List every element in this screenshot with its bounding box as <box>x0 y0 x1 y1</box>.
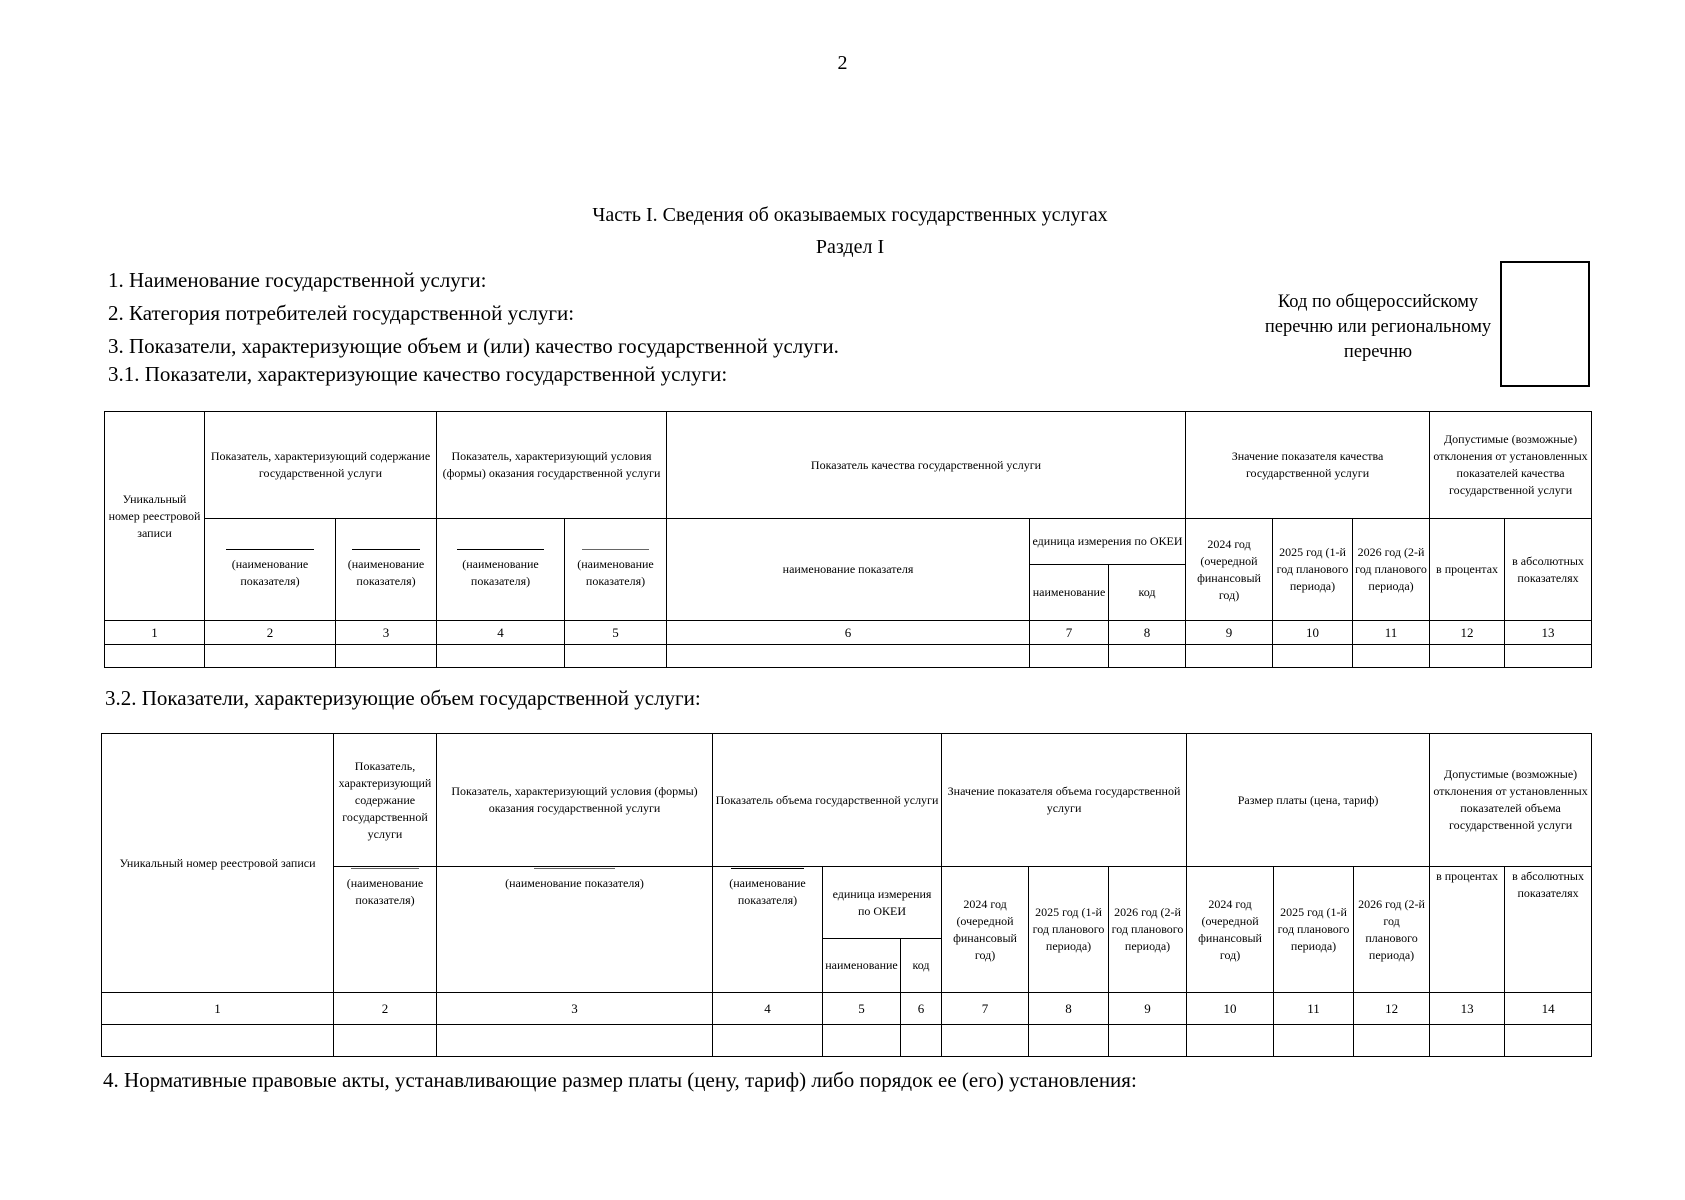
t1-col-number: 6 <box>667 621 1030 645</box>
t1-header-unit-name: наименование <box>1030 565 1109 621</box>
t2-cell[interactable] <box>102 1025 334 1057</box>
t2-header-col4-name: (наименование показателя) <box>713 867 823 993</box>
t2-header-conditions-indicator: Показатель, характеризующий условия (формы) оказания государственной услуги <box>437 734 713 867</box>
t1-header-2026: 2026 год (2-й год планового периода) <box>1353 519 1430 621</box>
quality-indicators-table <box>104 411 1592 668</box>
t1-cell[interactable] <box>1430 645 1505 668</box>
blank-line <box>226 549 314 550</box>
t1-header-unit: единица измерения по ОКЕИ <box>1030 519 1186 565</box>
registry-code-box[interactable] <box>1500 261 1590 387</box>
t1-data-row <box>105 645 1592 668</box>
t2-cell[interactable] <box>1430 1025 1505 1057</box>
t2-header-fee-2024: 2024 год (очередной финансовый год) <box>1187 867 1274 993</box>
t2-header-unit-name: наименование <box>823 939 901 993</box>
t1-header-col5-name: (наименование показателя) <box>565 519 667 621</box>
blank-line <box>352 549 419 550</box>
t1-col-number: 7 <box>1030 621 1109 645</box>
t2-col-number: 12 <box>1354 993 1430 1025</box>
t2-header-unique-number: Уникальный номер реестровой записи <box>102 734 334 993</box>
t2-col-number: 10 <box>1187 993 1274 1025</box>
t2-col-number: 13 <box>1430 993 1505 1025</box>
item-service-name: 1. Наименование государственной услуги: <box>108 268 487 292</box>
t1-cell[interactable] <box>336 645 437 668</box>
t2-header-col3-name: (наименование показателя) <box>437 867 713 993</box>
t1-cell[interactable] <box>1109 645 1186 668</box>
t1-col-number: 11 <box>1353 621 1430 645</box>
section-title: Раздел I <box>815 236 885 258</box>
item-legal-acts: 4. Нормативные правовые акты, устанавливающие размер платы (цену, тариф) либо порядок ее (его) установления: <box>103 1068 1137 1092</box>
t1-header-quality-value: Значение показателя качества государственной услуги <box>1186 412 1430 519</box>
registry-code-label: Код по общероссийскому перечню или региональному перечню <box>1264 292 1492 362</box>
t2-cell[interactable] <box>437 1025 713 1057</box>
t1-col-number: 12 <box>1430 621 1505 645</box>
blank-line <box>351 868 420 869</box>
t1-col-number: 3 <box>336 621 437 645</box>
t2-header-volume-value: Значение показателя объема государственной услуги <box>942 734 1187 867</box>
t1-col-number: 13 <box>1505 621 1592 645</box>
t1-cell[interactable] <box>667 645 1030 668</box>
t2-col-number: 9 <box>1109 993 1187 1025</box>
t1-cell[interactable] <box>565 645 667 668</box>
t2-cell[interactable] <box>823 1025 901 1057</box>
t1-cell[interactable] <box>1030 645 1109 668</box>
t2-header-content-indicator: Показатель, характеризующий содержание государственной услуги <box>334 734 437 867</box>
t2-col-number: 6 <box>901 993 942 1025</box>
t1-header-percent: в процентах <box>1430 519 1505 621</box>
t2-header-fee-2026: 2026 год (2-й год планового периода) <box>1354 867 1430 993</box>
t2-col-number: 2 <box>334 993 437 1025</box>
item-volume-indicators: 3.2. Показатели, характеризующие объем государственной услуги: <box>105 686 701 710</box>
t2-col-number: 14 <box>1505 993 1592 1025</box>
t2-header-value-2026: 2026 год (2-й год планового периода) <box>1109 867 1187 993</box>
t1-col-number: 9 <box>1186 621 1273 645</box>
item-quality-indicators: 3.1. Показатели, характеризующие качество государственной услуги: <box>108 362 728 386</box>
t2-header-fee-2025: 2025 год (1-й год планового периода) <box>1274 867 1354 993</box>
item-indicators: 3. Показатели, характеризующие объем и (или) качество государственной услуги. <box>108 334 839 358</box>
t1-cell[interactable] <box>1186 645 1273 668</box>
t1-cell[interactable] <box>1273 645 1353 668</box>
t2-col-number: 5 <box>823 993 901 1025</box>
t1-col-number: 8 <box>1109 621 1186 645</box>
blank-line <box>457 549 543 550</box>
t1-header-col3-name: (наименование показателя) <box>336 519 437 621</box>
t2-header-fee: Размер платы (цена, тариф) <box>1187 734 1430 867</box>
t2-cell[interactable] <box>1505 1025 1592 1057</box>
t1-cell[interactable] <box>1505 645 1592 668</box>
t2-col-number: 8 <box>1029 993 1109 1025</box>
blank-line <box>534 868 615 869</box>
blank-line <box>731 868 805 869</box>
t1-col-number: 2 <box>205 621 336 645</box>
t1-cell[interactable] <box>437 645 565 668</box>
t1-header-absolute: в абсолютных показателях <box>1505 519 1592 621</box>
t2-cell[interactable] <box>1354 1025 1430 1057</box>
t1-col-number: 1 <box>105 621 205 645</box>
t1-header-2024: 2024 год (очередной финансовый год) <box>1186 519 1273 621</box>
page-number: 2 <box>837 52 848 74</box>
t1-header-col2-name: (наименование показателя) <box>205 519 336 621</box>
t2-cell[interactable] <box>901 1025 942 1057</box>
t2-header-col2-name: (наименование показателя) <box>334 867 437 993</box>
t2-col-number: 4 <box>713 993 823 1025</box>
t1-header-unit-code: код <box>1109 565 1186 621</box>
volume-indicators-table <box>101 733 1592 1057</box>
t2-header-value-2025: 2025 год (1-й год планового периода) <box>1029 867 1109 993</box>
t1-cell[interactable] <box>1353 645 1430 668</box>
t2-cell[interactable] <box>1109 1025 1187 1057</box>
t1-col-number: 4 <box>437 621 565 645</box>
t2-cell[interactable] <box>1187 1025 1274 1057</box>
item-consumer-category: 2. Категория потребителей государственной услуги: <box>108 301 575 325</box>
blank-line <box>582 549 650 550</box>
t1-col-number: 5 <box>565 621 667 645</box>
part-title: Часть I. Сведения об оказываемых государственных услугах <box>592 204 1108 226</box>
t2-header-absolute: в абсолютных показателях <box>1505 867 1592 993</box>
t2-cell[interactable] <box>942 1025 1029 1057</box>
t1-header-unique-number: Уникальный номер реестровой записи <box>105 412 205 621</box>
t2-header-volume-indicator: Показатель объема государственной услуги <box>713 734 942 867</box>
t2-cell[interactable] <box>1274 1025 1354 1057</box>
t1-cell[interactable] <box>105 645 205 668</box>
t2-header-unit: единица измерения по ОКЕИ <box>823 867 942 939</box>
t1-header-2025: 2025 год (1-й год планового периода) <box>1273 519 1353 621</box>
t2-col-number: 11 <box>1274 993 1354 1025</box>
t2-col-number: 7 <box>942 993 1029 1025</box>
t2-cell[interactable] <box>1029 1025 1109 1057</box>
t2-col-number: 3 <box>437 993 713 1025</box>
t2-header-deviation: Допустимые (возможные) отклонения от установленных показателей объема государственной услуги <box>1430 734 1592 867</box>
t2-header-unit-code: код <box>901 939 942 993</box>
t2-col-number: 1 <box>102 993 334 1025</box>
t2-data-row <box>102 1025 1592 1057</box>
t1-header-indicator-name: наименование показателя <box>667 519 1030 621</box>
t1-header-content-indicator: Показатель, характеризующий содержание государственной услуги <box>205 412 437 519</box>
t1-header-quality-indicator: Показатель качества государственной услуги <box>667 412 1186 519</box>
t1-header-deviation: Допустимые (возможные) отклонения от установленных показателей качества государственной услуги <box>1430 412 1592 519</box>
t2-cell[interactable] <box>713 1025 823 1057</box>
t2-header-value-2024: 2024 год (очередной финансовый год) <box>942 867 1029 993</box>
t1-cell[interactable] <box>205 645 336 668</box>
t2-header-percent: в процентах <box>1430 867 1505 993</box>
t1-header-col4-name: (наименование показателя) <box>437 519 565 621</box>
t1-col-number: 10 <box>1273 621 1353 645</box>
t2-cell[interactable] <box>334 1025 437 1057</box>
t1-header-conditions-indicator: Показатель, характеризующий условия (формы) оказания государственной услуги <box>437 412 667 519</box>
